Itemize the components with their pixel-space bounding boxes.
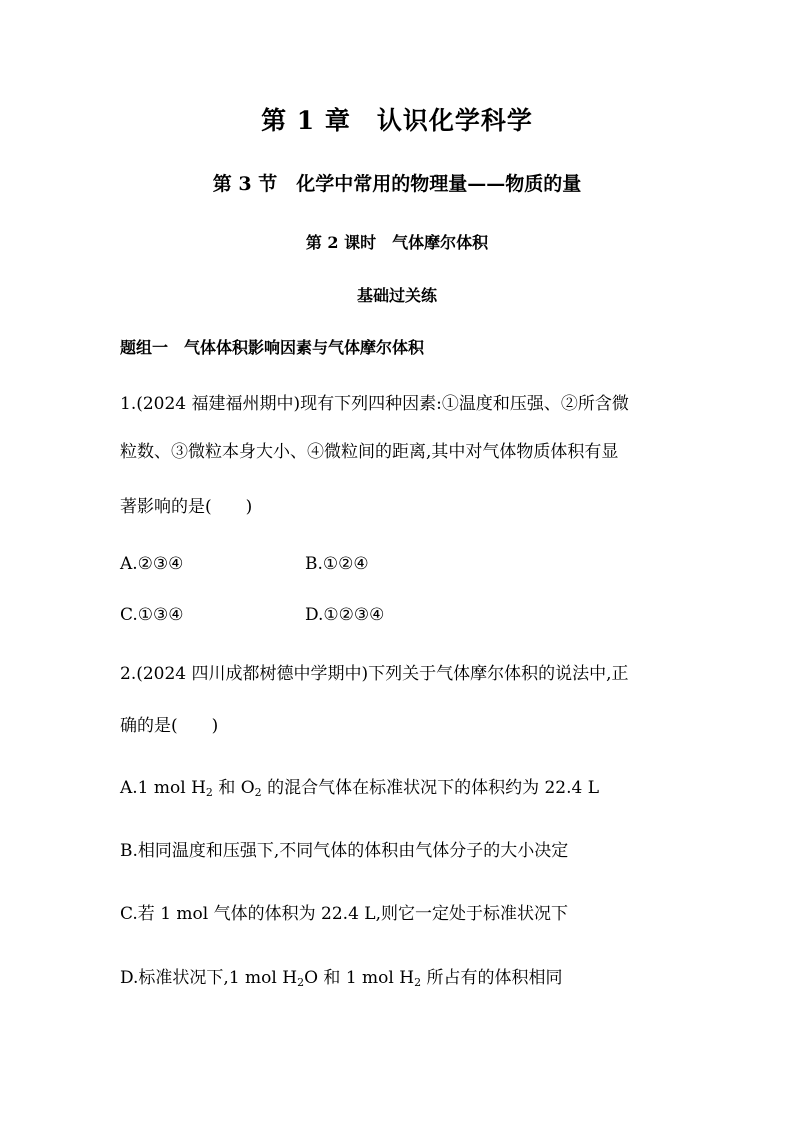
question-1-line-3: 著影响的是( ) bbox=[120, 497, 253, 517]
question-1-line-2: 粒数、③微粒本身大小、④微粒间的距离,其中对气体物质体积有显 bbox=[120, 442, 619, 462]
chapter-title: 第 1 章 认识化学科学 bbox=[261, 106, 533, 135]
group-title: 题组一 气体体积影响因素与气体摩尔体积 bbox=[120, 338, 425, 357]
question-1-option-a: A.②③④ bbox=[120, 554, 184, 574]
question-1-line-1: 1.(2024 福建福州期中)现有下列四种因素:①温度和压强、②所含微 bbox=[120, 394, 629, 414]
lesson-title: 第 2 课时 气体摩尔体积 bbox=[305, 233, 489, 252]
question-2-line-1: 2.(2024 四川成都树德中学期中)下列关于气体摩尔体积的说法中,正 bbox=[120, 664, 629, 684]
question-2-option-d: D.标准状况下,1 mol $H_2O$ 和 1 mol $H_2$ 所占有的体积相同 bbox=[120, 968, 563, 989]
section-title: 第 3 节 化学中常用的物理量——物质的量 bbox=[212, 173, 582, 195]
practice-title: 基础过关练 bbox=[356, 286, 437, 305]
question-2-option-c: C.若 1 mol 气体的体积为 22.4 L,则它一定处于标准状况下 bbox=[120, 904, 568, 924]
question-2-line-2: 确的是( ) bbox=[120, 716, 219, 736]
question-1-option-c: C.①③④ bbox=[120, 605, 184, 625]
question-2-option-b: B.相同温度和压强下,不同气体的体积由气体分子的大小决定 bbox=[120, 841, 569, 861]
question-1-option-b: B.①②④ bbox=[305, 554, 369, 574]
question-1-option-d: D.①②③④ bbox=[305, 605, 385, 625]
question-2-option-a: A.1 mol $H_2$ 和 $O_2$ 的混合气体在标准状况下的体积约为 22.4 L bbox=[120, 778, 600, 799]
